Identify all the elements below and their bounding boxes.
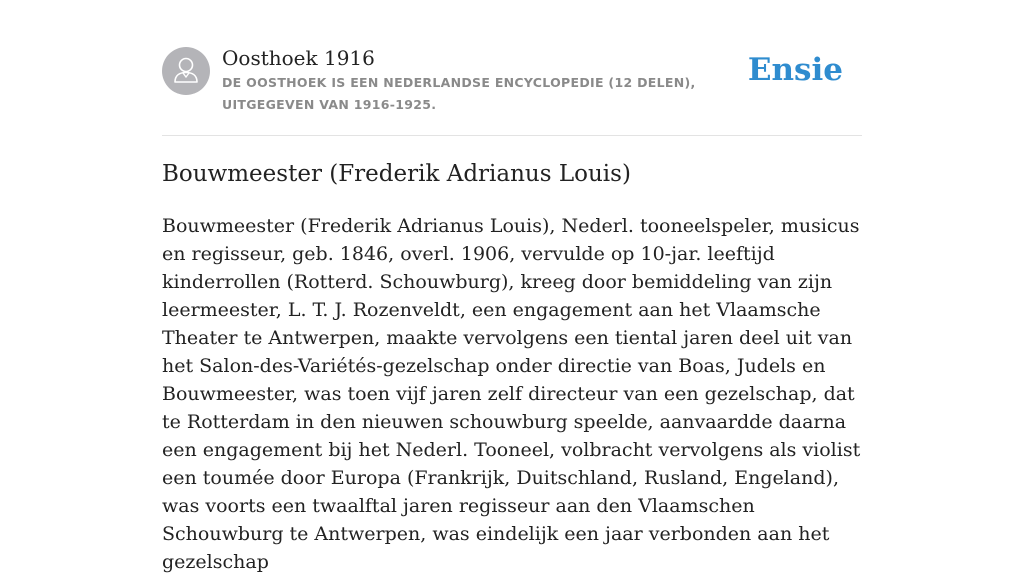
- source-header: [162, 45, 862, 135]
- header-divider: [162, 135, 862, 136]
- avatar[interactable]: [162, 47, 210, 95]
- source-description: DE OOSTHOEK IS EEN NEDERLANDSE ENCYCLOPEDIE (12 DELEN), UITGEGEVEN VAN 1916-1925.: [222, 75, 696, 112]
- entry-body: Bouwmeester (Frederik Adrianus Louis), Nederl. tooneelspeler, musicus en regisseur, geb. 1846, overl. 1906, vervulde op 10-jar. leeftijd kinderrollen (Rotterd. Schouwburg), kreeg door bemiddeling van zijn leermeester, L. T. J. Rozenveldt, een engagement aan het Vlaamsche Theater te Antwerpen, maakte vervolgens een tiental jaren deel uit van het Salon-des-Variétés-gezelschap onder directie van Boas, Judels en Bouwmeester, was toen vijf jaren zelf directeur van een gezelschap, dat te Rotterdam in den nieuwen schouwburg speelde, aanvaardde daarna een engagement bij het Nederl. Tooneel, volbracht vervolgens als violist een toumée door Europa (Frankrijk, Duitschland, Rusland, Engeland), was voorts een twaalftal jaren regisseur aan den Vlaamschen Schouwburg te Antwerpen, was eindelijk een jaar verbonden aan het gezelschap: [162, 215, 861, 573]
- user-silhouette-icon: [162, 47, 210, 95]
- brand-logo[interactable]: Ensie: [747, 52, 843, 88]
- source-title[interactable]: Oosthoek 1916: [222, 46, 375, 70]
- entry-title: Bouwmeester (Frederik Adrianus Louis): [162, 161, 631, 187]
